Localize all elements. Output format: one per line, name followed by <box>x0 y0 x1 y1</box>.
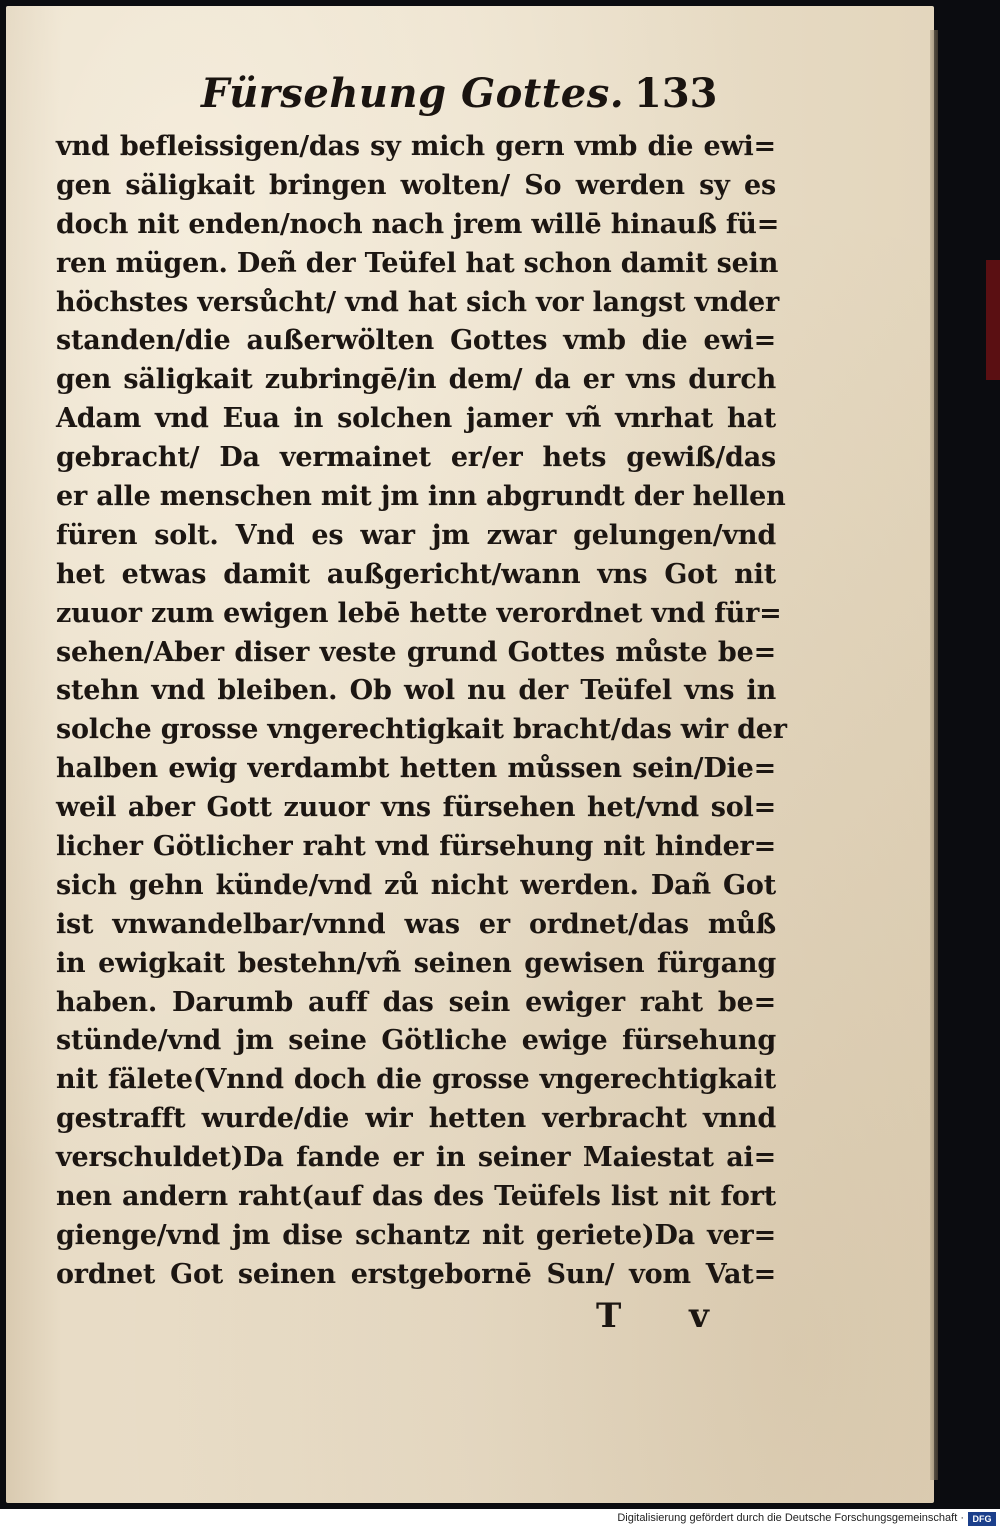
text-line: er alle menschen mit jm inn abgrundt der hellen <box>56 481 786 513</box>
text-line: gebracht/ Da vermainet er/er hets gewiß/das <box>56 442 776 474</box>
text-line: ordnet Got seinen erstgebornē Sun/ vom Vat= <box>56 1258 776 1290</box>
body-text <box>56 128 787 1295</box>
page-edge-shadow <box>930 30 938 1480</box>
text-line: weil aber Gott zuuor vns fürsehen het/vnd sol= <box>56 792 776 824</box>
text-line: haben. Darumb auff das sein ewiger raht be= <box>56 986 776 1018</box>
text-line: doch nit enden/noch nach jrem willē hinauß fü= <box>56 208 780 240</box>
text-line: stehn vnd bleiben. Ob wol nu der Teüfel vns in <box>56 675 776 707</box>
text-line: gen säligkait bringen wolten/ So werden sy es <box>56 169 776 201</box>
page-number: 133 <box>634 70 718 117</box>
text-line: Adam vnd Eua in solchen jamer vñ vnrhat hat <box>56 403 776 435</box>
text-line: ren mügen. Deñ der Teüfel hat schon damit sein <box>56 247 779 279</box>
text-line: standen/die außerwölten Gottes vmb die ewi= <box>56 325 776 357</box>
text-line: gienge/vnd jm dise schantz nit geriete)Da ver= <box>56 1219 776 1251</box>
text-line: ist vnwandelbar/vnnd was er ordnet/das můß <box>56 908 776 940</box>
text-line: gestrafft wurde/die wir hetten verbracht vnnd <box>56 1103 776 1135</box>
text-line: höchstes versůcht/ vnd hat sich vor langst vnder <box>56 286 780 318</box>
running-title: Fürsehung Gottes. <box>201 70 625 117</box>
running-head <box>6 66 934 126</box>
text-line: nen andern raht(auf das des Teüfels list nit fort <box>56 1181 776 1213</box>
text-line: stünde/vnd jm seine Götliche ewige fürsehung <box>56 1025 776 1057</box>
text-line: nit fälete(Vnnd doch die grosse vngerechtigkait <box>56 1064 776 1096</box>
dfg-logo-icon: DFG <box>968 1512 996 1526</box>
text-line: sehen/Aber diser veste grund Gottes můste be= <box>56 636 776 668</box>
text-line: sich gehn künde/vnd zů nicht werden. Dañ Got <box>56 869 776 901</box>
text-line: zuuor zum ewigen lebē hette verordnet vnd für= <box>56 597 782 629</box>
text-line: licher Götlicher raht vnd fürsehung nit hinder= <box>56 831 776 863</box>
text-line: gen säligkait zubringē/in dem/ da er vns durch <box>56 364 776 396</box>
binding-strip <box>986 260 1000 380</box>
text-line: solche grosse vngerechtigkait bracht/das wir der <box>56 714 787 746</box>
footer-bar <box>0 1509 1000 1531</box>
text-line: het etwas damit außgericht/wann vns Got nit <box>56 558 776 590</box>
text-line: halben ewig verdambt hetten můssen sein/Die= <box>56 753 776 785</box>
text-line: vnd befleissigen/das sy mich gern vmb die ewi= <box>56 131 776 162</box>
signature-mark: T v <box>596 1296 737 1336</box>
footer-credit: Digitalisierung gefördert durch die Deutsche Forschungsgemeinschaft · <box>617 1512 964 1524</box>
text-line: in ewigkait bestehn/vñ seinen gewisen fürgang <box>56 947 776 979</box>
text-line: verschuldet)Da fande er in seiner Maiestat ai= <box>56 1142 776 1174</box>
book-page <box>6 6 934 1503</box>
text-line: füren solt. Vnd es war jm zwar gelungen/vnd <box>56 519 776 551</box>
